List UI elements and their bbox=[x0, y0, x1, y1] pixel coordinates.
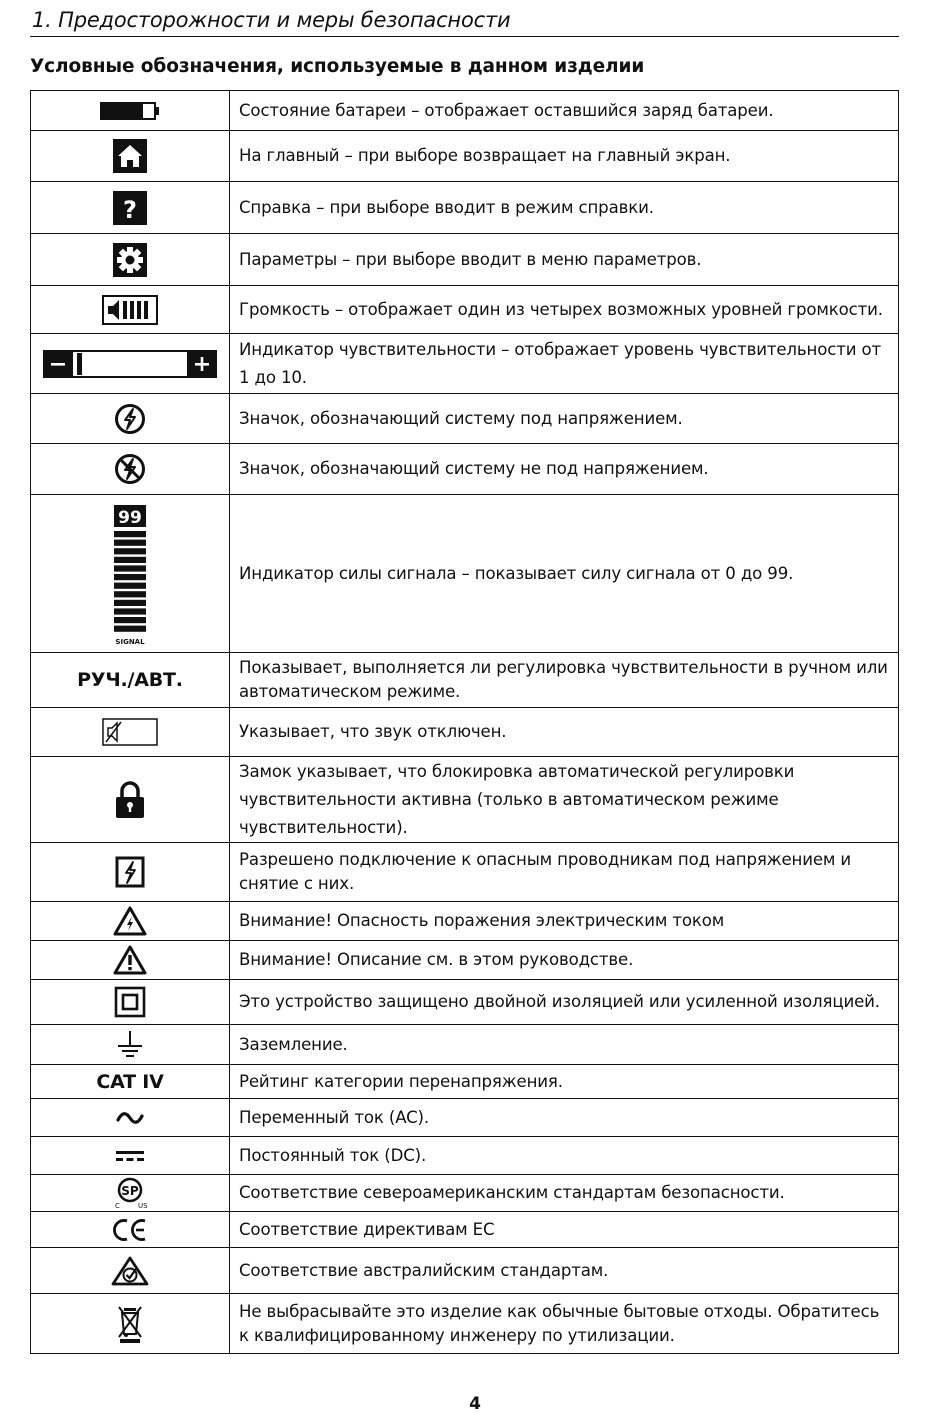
description-cell: Соответствие директивам ЕС bbox=[230, 1212, 899, 1248]
description-cell: Внимание! Описание см. в этом руководстве. bbox=[230, 941, 899, 980]
symbol-cell bbox=[31, 757, 230, 843]
description-cell: Индикатор силы сигнала – показывает силу сигнала от 0 до 99. bbox=[230, 495, 899, 653]
symbol-cell bbox=[31, 980, 230, 1025]
svg-text:SP: SP bbox=[121, 1184, 139, 1198]
lock-icon bbox=[115, 781, 145, 819]
symbol-cell bbox=[31, 843, 230, 902]
svg-text:?: ? bbox=[123, 195, 137, 224]
symbol-cell bbox=[31, 941, 230, 980]
symbol-cell bbox=[31, 902, 230, 941]
description-cell: Это устройство защищено двойной изоляцией или усиленной изоляцией. bbox=[230, 980, 899, 1025]
symbol-cell bbox=[31, 1248, 230, 1294]
symbols-table bbox=[30, 90, 899, 1354]
symbol-cell bbox=[31, 91, 230, 131]
description-cell: Индикатор чувствительности – отображает уровень чувствительности от 1 до 10. bbox=[230, 334, 899, 394]
signal-bar bbox=[114, 599, 146, 605]
symbol-cell bbox=[31, 1025, 230, 1065]
header-title: 1. Предосторожности и меры безопасности bbox=[32, 8, 511, 32]
help-icon bbox=[113, 191, 147, 225]
signal-caption: SIGNAL bbox=[115, 637, 145, 645]
cat-iv-label: CAT IV bbox=[96, 1070, 164, 1093]
ce-mark-icon bbox=[112, 1218, 148, 1242]
symbol-cell bbox=[31, 234, 230, 286]
description-cell: Внимание! Опасность поражения электрическим током bbox=[230, 902, 899, 941]
caution-warning-icon bbox=[113, 945, 147, 975]
ac-icon bbox=[116, 1111, 144, 1125]
sensitivity-bar-icon bbox=[43, 350, 217, 378]
table-row bbox=[31, 1099, 899, 1137]
symbol-cell bbox=[31, 495, 230, 653]
description-cell: Громкость – отображает один из четырех возможных уровней громкости. bbox=[230, 286, 899, 334]
hot-conductor-icon bbox=[115, 856, 145, 888]
description-cell: Рейтинг категории перенапряжения. bbox=[230, 1065, 899, 1099]
table-row bbox=[31, 234, 899, 286]
table-row bbox=[31, 1025, 899, 1065]
table-row bbox=[31, 1212, 899, 1248]
description-cell: Значок, обозначающий систему под напряжением. bbox=[230, 394, 899, 444]
symbol-cell bbox=[31, 653, 230, 708]
description-cell: Замок указывает, что блокировка автоматической регулировки чувствительности активна (только в автоматическом режиме чувствительности). bbox=[230, 757, 899, 843]
description-cell: Указывает, что звук отключен. bbox=[230, 708, 899, 757]
table-row bbox=[31, 182, 899, 234]
dc-icon bbox=[115, 1149, 145, 1163]
signal-bar bbox=[114, 574, 146, 580]
table-row bbox=[31, 941, 899, 980]
csa-label-right: US bbox=[138, 1202, 148, 1209]
battery-icon bbox=[100, 102, 160, 120]
signal-bar bbox=[114, 539, 146, 545]
table-row bbox=[31, 757, 899, 843]
symbol-cell bbox=[31, 1099, 230, 1137]
page-number: 4 bbox=[469, 1394, 481, 1414]
signal-bar bbox=[114, 625, 146, 631]
symbol-cell bbox=[31, 1294, 230, 1354]
volume-icon bbox=[102, 295, 158, 325]
table-row bbox=[31, 708, 899, 757]
symbol-cell bbox=[31, 1175, 230, 1212]
not-live-voltage-icon bbox=[114, 453, 146, 485]
mute-icon bbox=[102, 718, 158, 746]
symbol-cell bbox=[31, 182, 230, 234]
description-cell: Переменный ток (AC). bbox=[230, 1099, 899, 1137]
settings-gear-icon bbox=[113, 243, 147, 277]
description-cell: На главный – при выборе возвращает на главный экран. bbox=[230, 131, 899, 182]
shock-warning-icon bbox=[113, 906, 147, 936]
description-cell: Показывает, выполняется ли регулировка чувствительности в ручном или автоматическом режиме. bbox=[230, 653, 899, 708]
symbol-cell bbox=[31, 1212, 230, 1248]
table-row bbox=[31, 495, 899, 653]
symbol-cell bbox=[31, 444, 230, 495]
double-insulation-icon bbox=[114, 986, 146, 1018]
description-cell: Параметры – при выборе вводит в меню параметров. bbox=[230, 234, 899, 286]
signal-bar bbox=[114, 548, 146, 554]
rcm-mark-icon bbox=[111, 1256, 149, 1286]
table-row bbox=[31, 843, 899, 902]
signal-bar bbox=[114, 617, 146, 623]
signal-strength-icon bbox=[110, 503, 150, 645]
signal-bar bbox=[114, 531, 146, 537]
table-row bbox=[31, 131, 899, 182]
symbol-cell bbox=[31, 394, 230, 444]
home-icon bbox=[113, 139, 147, 173]
description-cell: Заземление. bbox=[230, 1025, 899, 1065]
table-row bbox=[31, 980, 899, 1025]
signal-bars bbox=[114, 531, 146, 632]
csa-label-left: C bbox=[115, 1202, 120, 1209]
description-cell: Постоянный ток (DC). bbox=[230, 1137, 899, 1175]
table-row bbox=[31, 1065, 899, 1099]
description-cell: Значок, обозначающий систему не под напряжением. bbox=[230, 444, 899, 495]
table-row bbox=[31, 286, 899, 334]
table-row bbox=[31, 444, 899, 495]
symbol-cell bbox=[31, 131, 230, 182]
description-cell: Соответствие австралийским стандартам. bbox=[230, 1248, 899, 1294]
description-cell: Состояние батареи – отображает оставшийся заряд батареи. bbox=[230, 91, 899, 131]
table-row bbox=[31, 1294, 899, 1354]
description-cell: Разрешено подключение к опасным проводникам под напряжением и снятие с них. bbox=[230, 843, 899, 902]
symbol-cell bbox=[31, 1065, 230, 1099]
description-cell: Не выбрасывайте это изделие как обычные бытовые отходы. Обратитесь к квалифицированному инженеру по утилизации. bbox=[230, 1294, 899, 1354]
description-cell: Справка – при выборе вводит в режим справки. bbox=[230, 182, 899, 234]
signal-bar bbox=[114, 582, 146, 588]
signal-bar bbox=[114, 608, 146, 614]
manual-auto-label: РУЧ./АВТ. bbox=[77, 669, 183, 691]
table-row bbox=[31, 394, 899, 444]
live-voltage-icon bbox=[114, 403, 146, 435]
table-row bbox=[31, 1137, 899, 1175]
signal-bar bbox=[114, 565, 146, 571]
section-heading: Условные обозначения, используемые в данном изделии bbox=[30, 56, 645, 77]
signal-value: 99 bbox=[118, 507, 142, 528]
weee-bin-icon bbox=[117, 1304, 143, 1344]
signal-bar bbox=[114, 556, 146, 562]
table-row bbox=[31, 1175, 899, 1212]
table-row bbox=[31, 902, 899, 941]
table-row bbox=[31, 1248, 899, 1294]
symbol-cell bbox=[31, 334, 230, 394]
table-row bbox=[31, 334, 899, 394]
description-cell: Соответствие североамериканским стандартам безопасности. bbox=[230, 1175, 899, 1212]
symbol-cell bbox=[31, 286, 230, 334]
signal-bar bbox=[114, 591, 146, 597]
table-row bbox=[31, 91, 899, 131]
page-header bbox=[30, 4, 899, 37]
symbol-cell bbox=[31, 708, 230, 757]
ground-icon bbox=[116, 1030, 144, 1060]
csa-mark-icon bbox=[110, 1177, 150, 1209]
table-row bbox=[31, 653, 899, 708]
symbol-cell bbox=[31, 1137, 230, 1175]
